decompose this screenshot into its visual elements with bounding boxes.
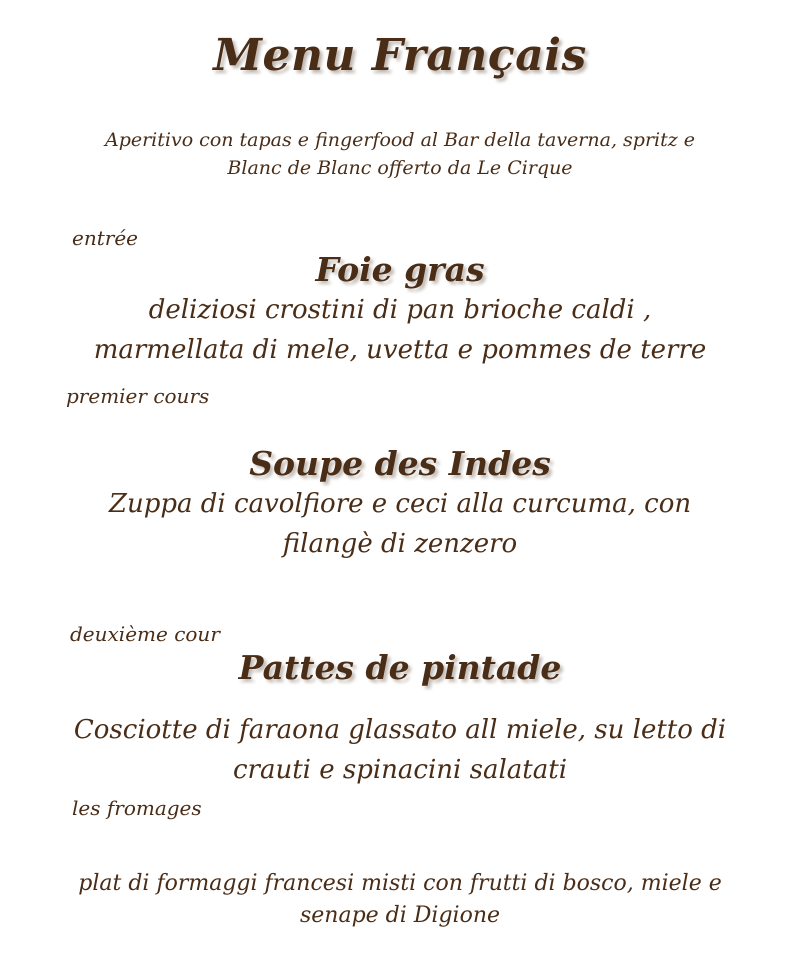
course-label-les-fromages: les fromages [72, 796, 202, 820]
dish-name-pattes-de-pintade: Pattes de pintade [238, 648, 562, 687]
course-label-entree: entrée [72, 226, 138, 250]
dish-description-soupe-des-indes: Zuppa di cavolfiore e ceci alla curcuma, con filangè di zenzero [108, 489, 692, 559]
dish-name-foie-gras: Foie gras [315, 250, 485, 289]
dish-description-foie-gras: deliziosi crostini di pan brioche caldi , marmellata di mele, uvetta e pommes de terre [93, 295, 707, 365]
dish-description-fromages: plat di formaggi francesi misti con frutti di bosco, miele e senape di Digione [78, 871, 722, 928]
dish-name-soupe-des-indes: Soupe des Indes [249, 444, 551, 483]
aperitivo-intro: Aperitivo con tapas e fingerfood al Bar della taverna, spritz e Blanc de Blanc offerto da Le Cirque [104, 129, 696, 179]
menu-title: Menu Français [213, 30, 587, 81]
dish-description-pattes-de-pintade: Cosciotte di faraona glassato all miele, su letto di crauti e spinacini salatati [73, 715, 727, 785]
course-label-premier-cours: premier cours [66, 384, 210, 408]
course-label-deuxieme-cour: deuxième cour [70, 622, 220, 646]
